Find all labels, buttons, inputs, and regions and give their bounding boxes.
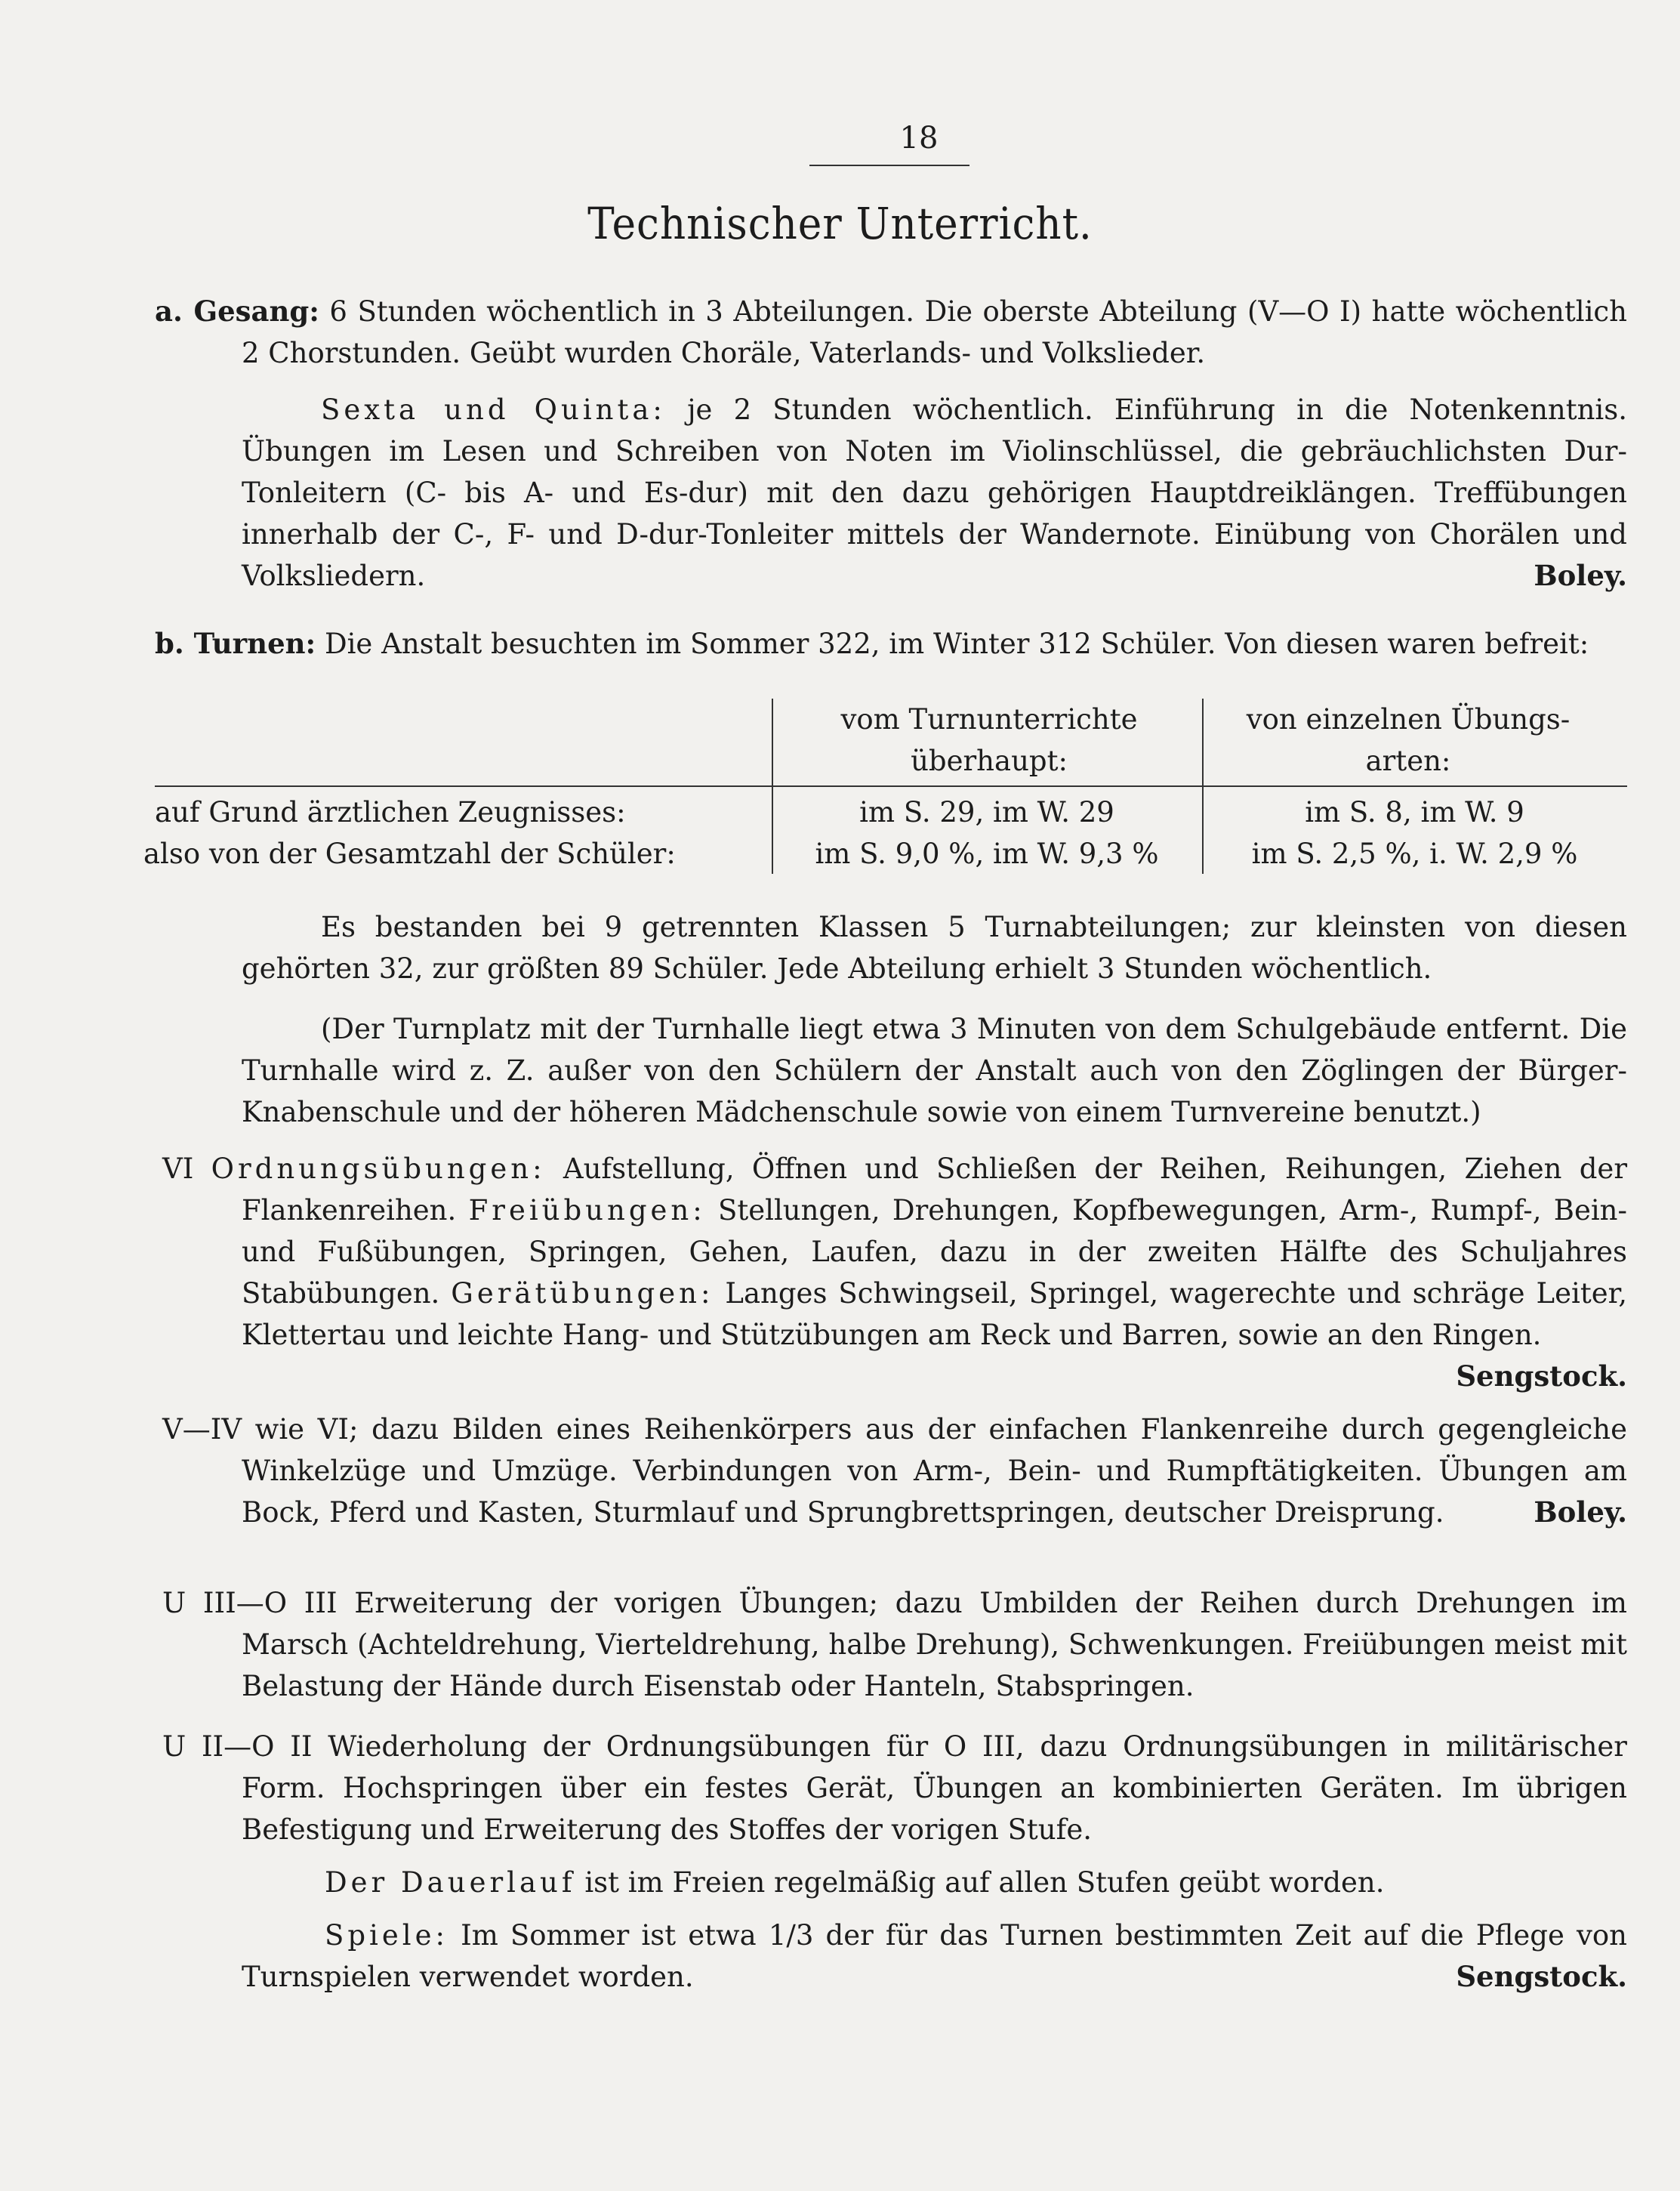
turnen-label: b. Turnen:	[155, 627, 316, 660]
class-v-iv-paragraph	[162, 1409, 1627, 1533]
gesang-section	[155, 291, 1627, 374]
class-vi-label: VI	[162, 1153, 194, 1185]
geraetuebungen-label: Gerätübungen:	[451, 1277, 714, 1310]
table-header-rule	[155, 785, 1627, 787]
freiuebungen-text: Stellungen, Drehungen, Kopfbewegungen, Arm-, Rumpf-, Bein- und Fußübungen, Springen, Gehen, Laufen, dazu in der zweiten Hälfte des Schuljahres Stabübungen.	[242, 1194, 1628, 1310]
signature-boley-2: Boley.	[1534, 1495, 1627, 1529]
abteilungen-paragraph: Es bestanden bei 9 getrennten Klassen 5 Turnabteilungen; zur kleinsten von diesen gehörten 32, zur größten 89 Schüler. Jede Abteilung erhielt 3 Stunden wöchentlich.	[242, 911, 1627, 985]
class-uiii-oiii-label: U III—O III	[162, 1587, 338, 1619]
ordnungsuebungen-label: Ordnungsübungen:	[211, 1153, 546, 1185]
ordnungsuebungen-text: Aufstellung, Öffnen und Schließen der Reihen, Reihungen, Ziehen der Flankenreihen.	[242, 1153, 1628, 1227]
page-title: Technischer Unterricht.	[587, 198, 1093, 249]
dauerlauf-section	[242, 1862, 1627, 1903]
turnplatz-section	[242, 1008, 1627, 1133]
signature-sengstock-1: Sengstock.	[1456, 1359, 1627, 1393]
class-v-iv-label: V—IV	[162, 1413, 242, 1446]
abteilungen-section	[242, 906, 1627, 989]
class-v-iv-section	[162, 1409, 1627, 1533]
class-uiii-oiii-section	[162, 1582, 1627, 1707]
sexta-label: Sexta und Quinta:	[321, 393, 666, 426]
class-v-iv-text: wie VI; dazu Bilden eines Reihenkörpers aus der einfachen Flankenreihe durch gegengleiche Winkelzüge und Umzüge. Verbindungen von Arm-, Bein- und Rumpftätigkeiten. Übungen am Bock, Pferd und Kasten, Sturmlauf und Sprungbrettspringen, deutscher Dreisprung.	[242, 1413, 1627, 1529]
freiuebungen-label: Freiübungen:	[468, 1194, 706, 1227]
turnplatz-paragraph: (Der Turnplatz mit der Turnhalle liegt etwa 3 Minuten von dem Schulgebäude entfernt. Die Turnhalle wird z. Z. außer von den Schülern der Anstalt auch von den Zöglingen der Bürger-Knabenschule und der höheren Mädchenschule sowie von einem Turnvereine benutzt.)	[242, 1013, 1627, 1128]
table-row-label: also von der Gesamtzahl der Schüler:	[143, 838, 676, 870]
class-uii-oii-label: U II—O II	[162, 1730, 313, 1763]
page-number: 18	[899, 121, 939, 156]
page-number-rule	[809, 165, 969, 166]
spiele-text: Im Sommer ist etwa 1/3 der für das Turnen bestimmten Zeit auf die Pflege von Turnspielen verwendet worden.	[242, 1919, 1627, 1993]
dauerlauf-paragraph	[242, 1862, 1627, 1903]
class-uii-oii-text: Wiederholung der Ordnungsübungen für O III, dazu Ordnungsübungen in militärischer Form. Hochspringen über ein festes Gerät, Übungen an kombinierten Geräten. Im übrigen Befestigung und Erweiterung des Stoffes der vorigen Stufe.	[242, 1730, 1627, 1846]
geraetuebungen-text: Langes Schwingseil, Springel, wagerechte und schräge Leiter, Klettertau und leichte Hang- und Stützübungen am Reck und Barren, sowie an den Ringen.	[242, 1277, 1627, 1351]
table-cell: im S. 8, im W. 9	[1305, 796, 1524, 829]
sexta-text: je 2 Stunden wöchentlich. Einführung in die Notenkenntnis. Übungen im Lesen und Schreiben von Noten im Violinschlüssel, die gebräuchlichsten Dur-Tonleitern (C- bis A- und Es-dur) mit den dazu gehörigen Hauptdreiklängen. Treffübungen innerhalb der C-, F- und D-dur-Tonleiter mittels der Wandernote. Einübung von Chorälen und Volksliedern.	[242, 393, 1628, 592]
turnen-text: Die Anstalt besuchten im Sommer 322, im Winter 312 Schüler. Von diesen waren befreit:	[324, 628, 1589, 660]
turnen-section	[155, 623, 1627, 665]
table-header-col2: von einzelnen Übungs-arten:	[1246, 703, 1571, 777]
gesang-text: 6 Stunden wöchentlich in 3 Abteilungen. Die oberste Abteilung (V—O I) hatte wöchentlich 2 Chorstunden. Geübt wurden Choräle, Vaterlands- und Volkslieder.	[242, 295, 1627, 369]
table-cell: im S. 2,5 %, i. W. 2,9 %	[1251, 838, 1578, 870]
turnen-paragraph	[155, 623, 1627, 665]
spiele-paragraph	[242, 1915, 1627, 1998]
dauerlauf-label: Der Dauerlauf	[325, 1866, 576, 1899]
spiele-label: Spiele:	[325, 1919, 449, 1952]
class-uiii-oiii-paragraph	[162, 1582, 1627, 1707]
class-uii-oii-section	[162, 1726, 1627, 1850]
class-uii-oii-paragraph	[162, 1726, 1627, 1850]
signature-boley-1: Boley.	[1534, 559, 1627, 592]
table-header-col1: vom Turnunterrichte überhaupt:	[840, 703, 1138, 777]
sexta-paragraph	[242, 389, 1627, 597]
gesang-label: a. Gesang:	[155, 295, 319, 328]
spiele-section	[242, 1915, 1627, 1998]
sexta-section	[242, 389, 1627, 597]
table-row-label: auf Grund ärztlichen Zeugnisses:	[155, 796, 626, 829]
table-cell: im S. 9,0 %, im W. 9,3 %	[815, 838, 1159, 870]
dauerlauf-text: ist im Freien regelmäßig auf allen Stufen geübt worden.	[584, 1866, 1385, 1899]
class-vi-paragraph	[162, 1148, 1628, 1393]
table-cell: im S. 29, im W. 29	[859, 796, 1114, 829]
class-vi-section	[162, 1148, 1627, 1397]
signature-sengstock-2: Sengstock.	[1456, 1960, 1627, 1993]
class-uiii-oiii-text: Erweiterung der vorigen Übungen; dazu Umbilden der Reihen durch Drehungen im Marsch (Achteldrehung, Vierteldrehung, halbe Drehung), Schwenkungen. Freiübungen meist mit Belastung der Hände durch Eisenstab oder Hanteln, Stabspringen.	[242, 1587, 1628, 1702]
gesang-paragraph	[155, 291, 1627, 374]
